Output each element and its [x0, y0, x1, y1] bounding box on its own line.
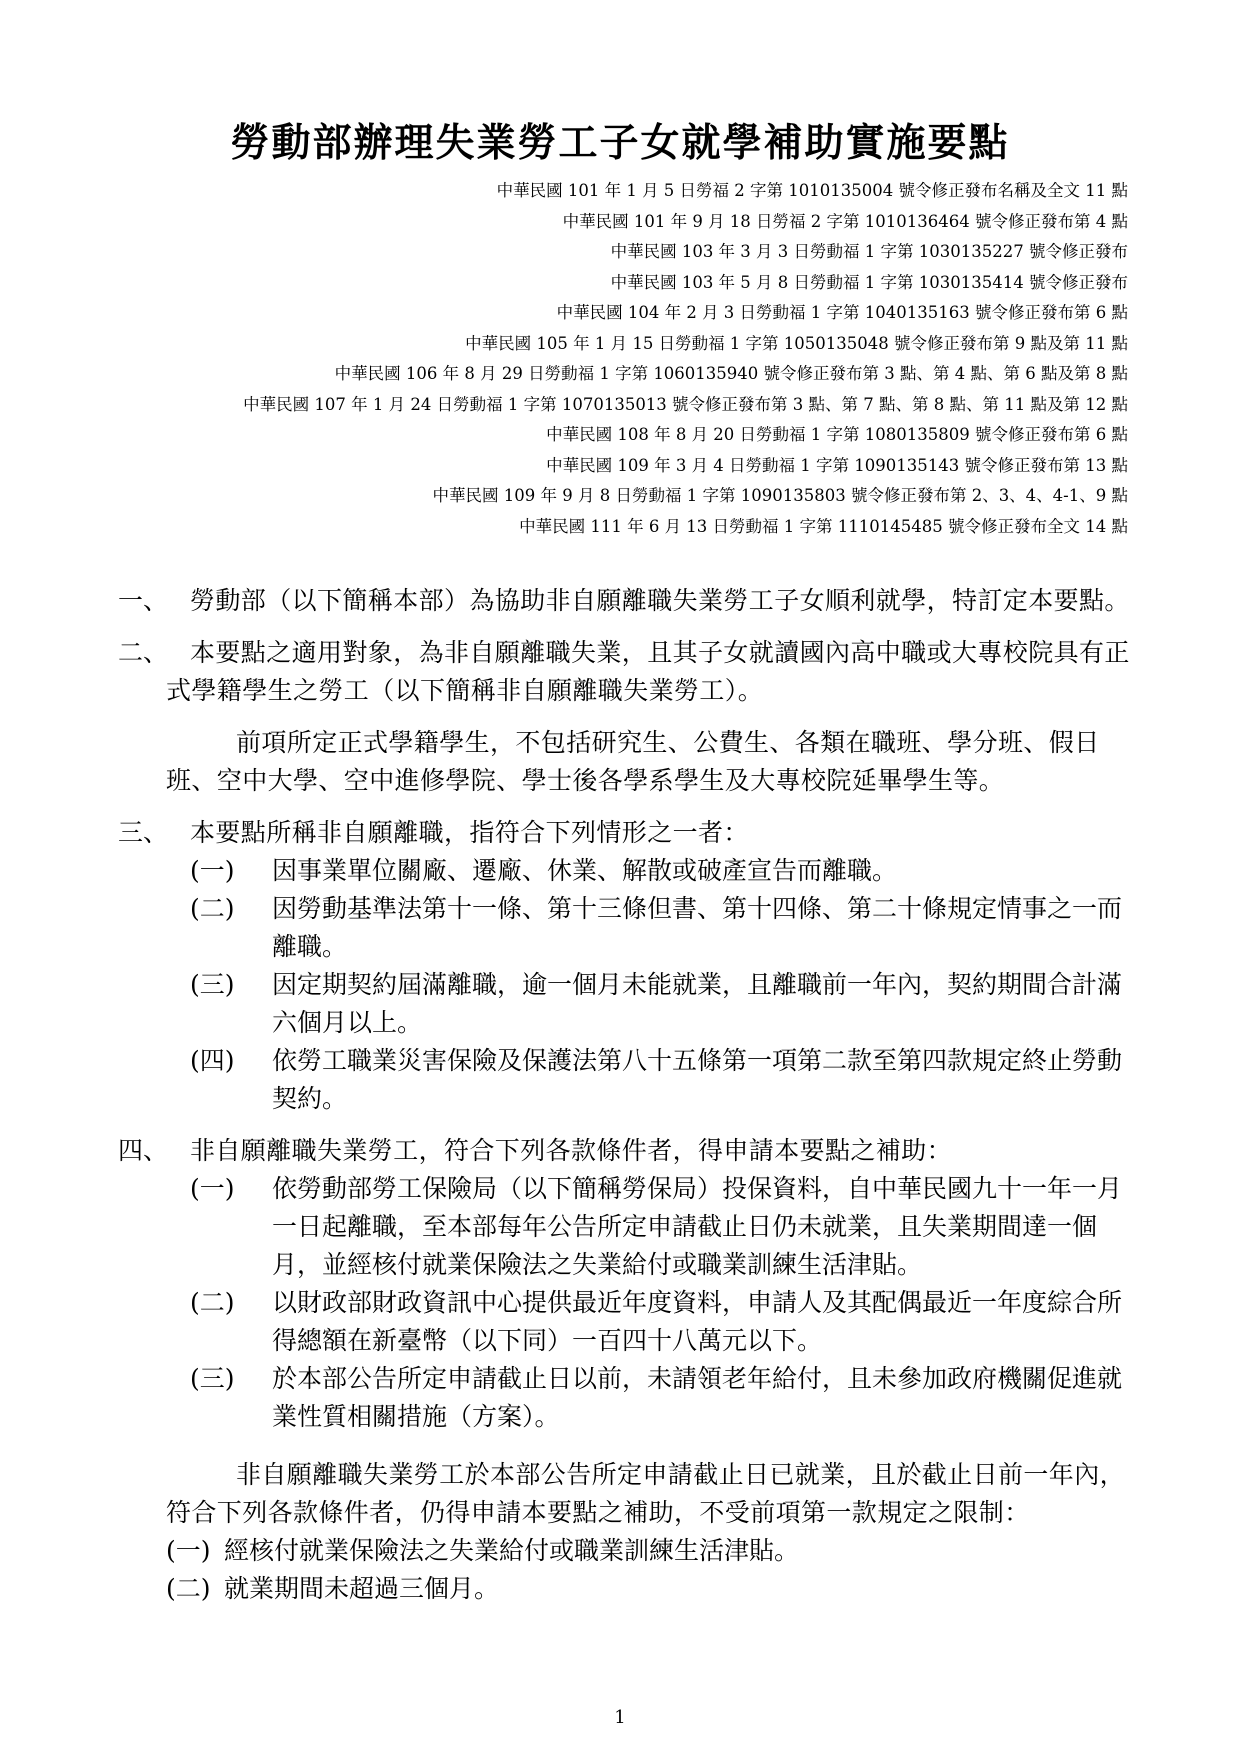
sub-item-number: (三): [190, 1364, 235, 1393]
article-text: 非自願離職失業勞工，符合下列各款條件者，得申請本要點之補助：: [190, 1136, 953, 1165]
sub-item: [166, 890, 1138, 966]
amendment-line: 中華民國 103 年 3 月 3 日勞動福 1 字第 1030135227 號令修正發布: [610, 242, 1128, 261]
amendment-line: 中華民國 101 年 9 月 18 日勞福 2 字第 1010136464 號令修正發布第 4 點: [562, 211, 1128, 231]
amendment-line: 中華民國 104 年 2 月 3 日勞動福 1 字第 1040135163 號令修正發布第 6 點: [556, 303, 1128, 322]
amendment-line: 中華民國 105 年 1 月 15 日勞動福 1 字第 1050135048 號令修正發布第 9 點及第 11 點: [465, 333, 1128, 353]
sub-item-number: (二): [190, 1288, 235, 1317]
article-3: [118, 814, 1138, 852]
sub-item-text: 以財政部財政資訊中心提供最近年度資料，申請人及其配偶最近一年度綜合所得總額在新臺幣（以下同）一百四十八萬元以下。: [272, 1288, 1123, 1355]
sub-item-text: 因定期契約屆滿離職，逾一個月未能就業，且離職前一年內，契約期間合計滿六個月以上。: [272, 970, 1123, 1037]
sub-item: [166, 1532, 1138, 1570]
sub-item: [166, 1570, 1138, 1608]
sub-item-text: 於本部公告所定申請截止日以前，未請領老年給付，且未參加政府機關促進就業性質相關措施（方案）。: [272, 1364, 1123, 1431]
article-4: [118, 1132, 1138, 1170]
sub-item-number: (一): [166, 1536, 211, 1565]
sub-item: [166, 1360, 1138, 1436]
article-text: 勞動部（以下簡稱本部）為協助非自願離職失業勞工子女順利就學，特訂定本要點。: [190, 586, 1130, 615]
article-number: 二、: [118, 638, 169, 667]
amendment-line: 中華民國 101 年 1 月 5 日勞福 2 字第 1010135004 號令修正發布名稱及全文 11 點: [496, 181, 1128, 200]
page-number: 1: [614, 1707, 626, 1728]
sub-item-number: (四): [190, 1046, 235, 1075]
article-paragraph: 前項所定正式學籍學生，不包括研究生、公費生、各類在職班、學分班、假日班、空中大學、空中進修學院、學士後各學系學生及大專校院延畢學生等。: [166, 728, 1100, 795]
sub-item-text: 因事業單位關廠、遷廠、休業、解散或破產宣告而離職。: [272, 856, 898, 885]
article-number: 一、: [118, 586, 169, 615]
sub-item-text: 經核付就業保險法之失業給付或職業訓練生活津貼。: [224, 1536, 800, 1565]
sub-item: [166, 966, 1138, 1042]
article-text: 本要點所稱非自願離職，指符合下列情形之一者：: [190, 818, 749, 847]
sub-item-number: (二): [166, 1574, 211, 1603]
article-paragraph: 非自願離職失業勞工於本部公告所定申請截止日已就業，且於截止日前一年內，符合下列各款條件者，仍得申請本要點之補助，不受前項第一款規定之限制：: [166, 1460, 1126, 1527]
article-1: [118, 582, 1138, 620]
amendment-line: 中華民國 109 年 9 月 8 日勞動福 1 字第 1090135803 號令修正發布第 2、3、4、4-1、9 點: [432, 486, 1128, 505]
amendment-line: 中華民國 111 年 6 月 13 日勞動福 1 字第 1110145485 號令修正發布全文 14 點: [519, 516, 1128, 536]
document-title: 勞動部辦理失業勞工子女就學補助實施要點: [230, 120, 1010, 166]
article-text: 本要點之適用對象，為非自願離職失業，且其子女就讀國內高中職或大專校院具有正式學籍學生之勞工（以下簡稱非自願離職失業勞工）。: [166, 638, 1130, 705]
sub-item-number: (二): [190, 894, 235, 923]
document-body: [118, 582, 1138, 1608]
sub-item-number: (三): [190, 970, 235, 999]
article-2: [118, 634, 1138, 710]
sub-item-text: 就業期間未超過三個月。: [224, 1574, 500, 1603]
amendment-line: 中華民國 106 年 8 月 29 日勞動福 1 字第 1060135940 號令修正發布第 3 點、第 4 點、第 6 點及第 8 點: [334, 364, 1128, 383]
sub-item: [166, 1170, 1138, 1284]
sub-item: [166, 852, 1138, 890]
sub-item-number: (一): [190, 856, 235, 885]
amendment-line: 中華民國 107 年 1 月 24 日勞動福 1 字第 1070135013 號令修正發布第 3 點、第 7 點、第 8 點、第 11 點及第 12 點: [243, 394, 1128, 414]
article-number: 三、: [118, 818, 169, 847]
sub-item-text: 因勞動基準法第十一條、第十三條但書、第十四條、第二十條規定情事之一而離職。: [272, 894, 1123, 961]
amendment-line: 中華民國 103 年 5 月 8 日勞動福 1 字第 1030135414 號令修正發布: [610, 272, 1128, 292]
sub-item-text: 依勞動部勞工保險局（以下簡稱勞保局）投保資料，自中華民國九十一年一月一日起離職，至本部每年公告所定申請截止日仍未就業，且失業期間達一個月，並經核付就業保險法之失業給付或職業訓練生活津貼。: [272, 1174, 1123, 1279]
sub-item-number: (一): [190, 1174, 235, 1203]
amendment-line: 中華民國 109 年 3 月 4 日勞動福 1 字第 1090135143 號令修正發布第 13 點: [546, 455, 1128, 475]
sub-item: [166, 1042, 1138, 1118]
sub-item-text: 依勞工職業災害保險及保護法第八十五條第一項第二款至第四款規定終止勞動契約。: [272, 1046, 1123, 1113]
amendment-history: [243, 176, 1128, 542]
sub-item: [166, 1284, 1138, 1360]
amendment-line: 中華民國 108 年 8 月 20 日勞動福 1 字第 1080135809 號令修正發布第 6 點: [546, 425, 1128, 444]
article-number: 四、: [118, 1136, 169, 1165]
